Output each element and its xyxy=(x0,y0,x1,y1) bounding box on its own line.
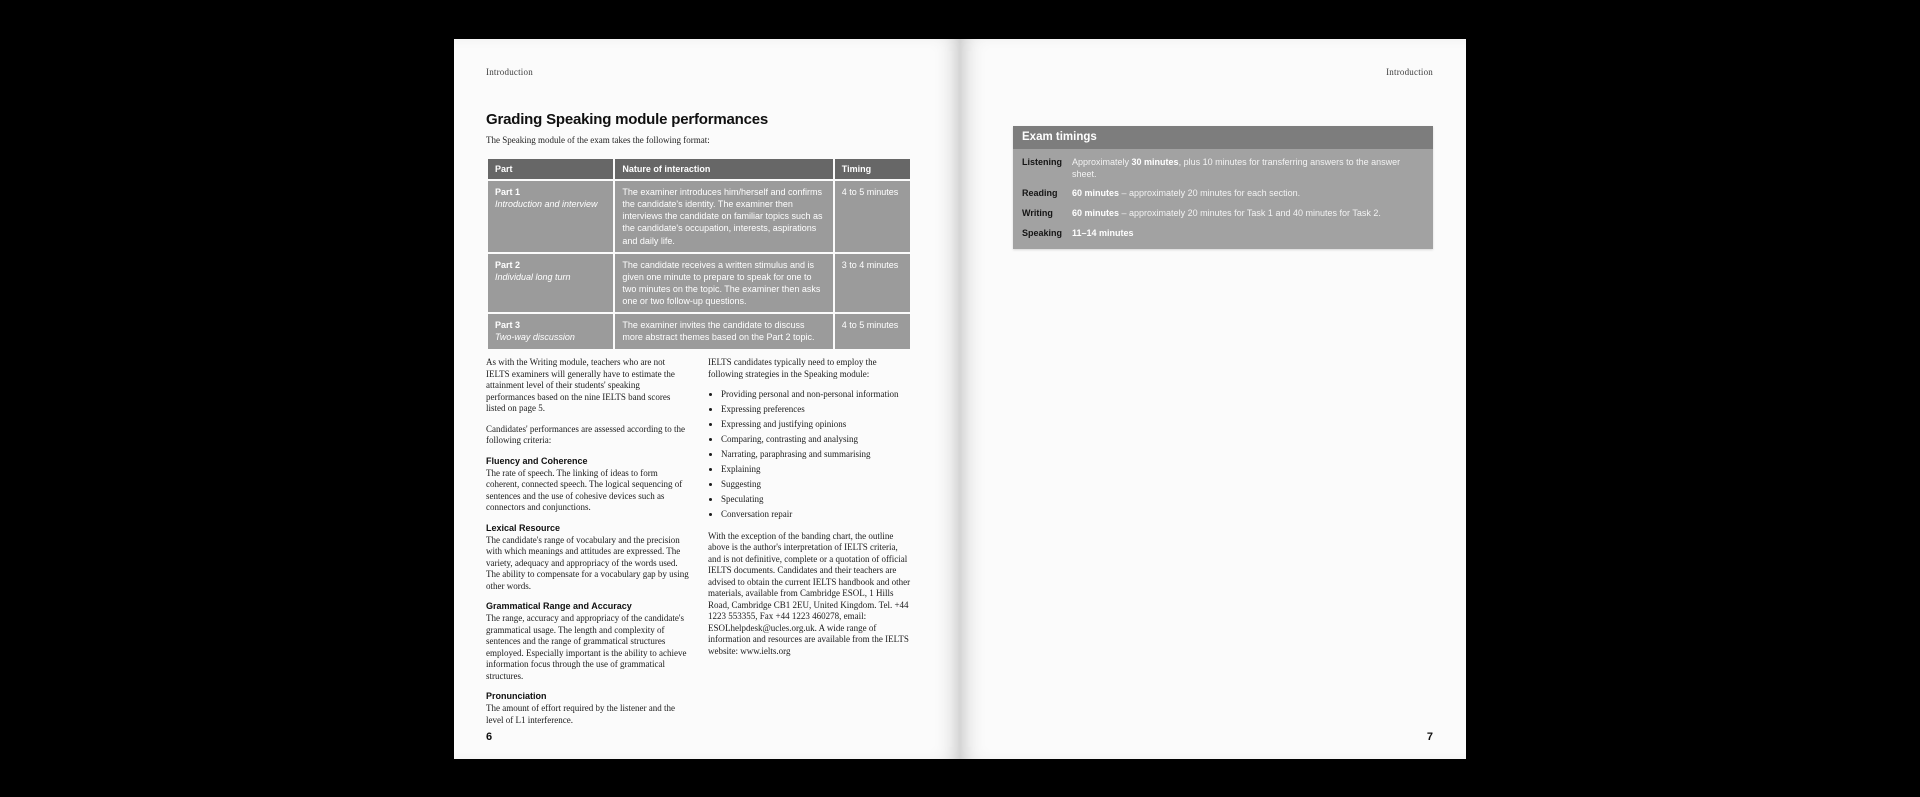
list-item: • Expressing and justifying opinions xyxy=(721,419,912,431)
nature-cell: The candidate receives a written stimulus and is given one minute to prepare to speak for one to two minutes on the topic. The examiner then asks one or two follow-up questions. xyxy=(615,254,832,313)
exam-timing-text xyxy=(1072,157,1424,180)
body-columns xyxy=(486,357,912,735)
running-head-right: Introduction xyxy=(1386,67,1433,77)
timing-cell: 4 to 5 minutes xyxy=(835,181,910,252)
page-number-left: 6 xyxy=(486,731,493,743)
paragraph: IELTS candidates typically need to employ the following strategies in the Speaking module: xyxy=(708,357,877,379)
table-intro-text: The Speaking module of the exam takes the following format: xyxy=(486,135,710,145)
part-label: Part 1 xyxy=(495,187,521,197)
timing-text-bold: 60 minutes xyxy=(1072,208,1120,219)
list-item: • Providing personal and non-personal information xyxy=(721,389,912,401)
table-header-row xyxy=(488,159,910,179)
document-spread xyxy=(454,39,1466,759)
table-header-timing: Timing xyxy=(835,159,910,179)
timing-text-pre: Approximately xyxy=(1072,157,1132,167)
timing-text-rest: – approximately 20 minutes for Task 1 and 40 minutes for Task 2. xyxy=(1119,208,1381,219)
criteria-heading-fluency: Fluency and Coherence xyxy=(486,455,588,466)
exam-timings-box xyxy=(1013,126,1433,249)
timing-text-bold: 30 minutes xyxy=(1131,157,1179,167)
exam-timing-text xyxy=(1072,208,1381,220)
nature-cell: The examiner invites the candidate to discuss more abstract themes based on the Part 2 topic. xyxy=(615,314,832,348)
part-sublabel: Introduction and interview xyxy=(495,199,598,210)
part-cell xyxy=(488,254,613,313)
criteria-heading-lexical: Lexical Resource xyxy=(486,522,561,533)
timing-cell: 3 to 4 minutes xyxy=(835,254,910,313)
list-item: • Expressing preferences xyxy=(721,404,912,416)
timing-text-bold: 11–14 minutes xyxy=(1072,227,1134,238)
table-header-part: Part xyxy=(488,159,613,179)
timing-cell: 4 to 5 minutes xyxy=(835,314,910,348)
paragraph: The range, accuracy and appropriacy of the candidate's grammatical usage. The length and complexity of sentences and the range of grammatical structures employed. Especially important is the ability to achieve information focus through the use of grammatical structures. xyxy=(486,613,687,681)
exam-timing-text xyxy=(1072,188,1300,200)
timing-text-rest: – approximately 20 minutes for each section. xyxy=(1119,188,1301,199)
exam-timing-row-listening xyxy=(1013,157,1433,180)
part-cell xyxy=(488,314,613,348)
strategies-list xyxy=(708,389,912,521)
disclaimer-paragraph: With the exception of the banding chart, the outline above is the author's interpretation of IELTS criteria, and is not definitive, complete or a quotation of official IELTS documents. Candidates and their teachers are advised to obtain the current IELTS handbook and other materials, available from Cambridge ESOL, 1 Hills Road, Cambridge CB1 2EU, United Kingdom. Tel. +44 1223 553355, Fax +44 1223 460278, email: ESOLhelpdesk@ucles.org.uk. A wide range of information and resources are available from the IELTS website: www.ielts.org xyxy=(708,530,911,656)
exam-timing-label: Reading xyxy=(1022,188,1058,199)
part-label: Part 3 xyxy=(495,320,521,331)
paragraph: The amount of effort required by the listener and the level of L1 interference. xyxy=(486,703,676,725)
list-item: • Narrating, paraphrasing and summarising xyxy=(721,449,912,461)
speaking-format-table xyxy=(486,157,912,351)
paragraph: Candidates' performances are assessed according to the following criteria: xyxy=(486,423,686,445)
exam-timing-row-speaking xyxy=(1013,228,1433,240)
list-item: • Explaining xyxy=(721,464,912,476)
timing-text-rest: , plus 10 minutes for transferring answers to the answer sheet. xyxy=(1072,157,1401,179)
criteria-heading-pronunciation: Pronunciation xyxy=(486,691,547,701)
exam-timing-text xyxy=(1072,228,1134,240)
list-item: • Suggesting xyxy=(721,479,912,491)
body-column-1 xyxy=(486,357,690,735)
exam-timing-label: Writing xyxy=(1022,208,1053,219)
criteria-heading-grammar: Grammatical Range and Accuracy xyxy=(486,601,632,611)
paragraph: The rate of speech. The linking of ideas to form coherent, connected speech. The logical sequencing of sentences and the use of cohesive devices such as connectors and conjunctions. xyxy=(486,467,683,512)
exam-timing-label: Speaking xyxy=(1022,227,1063,238)
nature-cell: The examiner introduces him/herself and confirms the candidate's identity. The examiner then interviews the candidate on familiar topics such as the candidate's occupation, interests, aspirations and daily life. xyxy=(615,181,832,252)
part-sublabel: Two-way discussion xyxy=(495,332,575,343)
table-row xyxy=(488,254,910,313)
part-label: Part 2 xyxy=(495,259,521,270)
list-item: • Conversation repair xyxy=(721,509,912,521)
table-header-nature: Nature of interaction xyxy=(615,159,832,179)
exam-timing-label: Listening xyxy=(1022,157,1062,167)
paragraph: As with the Writing module, teachers who are not IELTS examiners will generally have to estimate the attainment level of their students' speaking performances based on the nine IELTS band scores listed on page 5. xyxy=(486,357,675,413)
part-sublabel: Individual long turn xyxy=(495,271,571,282)
timing-text-bold: 60 minutes xyxy=(1072,188,1120,199)
list-item: • Comparing, contrasting and analysing xyxy=(721,434,912,446)
page-right xyxy=(960,39,1466,759)
paragraph: The candidate's range of vocabulary and the precision with which meanings and attitudes are expressed. The variety, adequacy and appropriacy of the words used. The ability to compensate for a vocabulary gap by using other words. xyxy=(486,534,689,591)
table-row xyxy=(488,181,910,252)
page-title: Grading Speaking module performances xyxy=(486,111,769,128)
running-head-left: Introduction xyxy=(486,67,533,77)
list-item: • Speculating xyxy=(721,494,912,506)
part-cell xyxy=(488,181,613,252)
page-number-right: 7 xyxy=(1426,731,1433,743)
table-row xyxy=(488,314,910,348)
exam-timings-title: Exam timings xyxy=(1013,126,1433,149)
exam-timing-row-reading xyxy=(1013,188,1433,200)
page-left xyxy=(454,39,960,759)
speaking-format-table-grid xyxy=(486,157,912,351)
exam-timing-row-writing xyxy=(1013,208,1433,220)
body-column-2 xyxy=(708,357,912,735)
